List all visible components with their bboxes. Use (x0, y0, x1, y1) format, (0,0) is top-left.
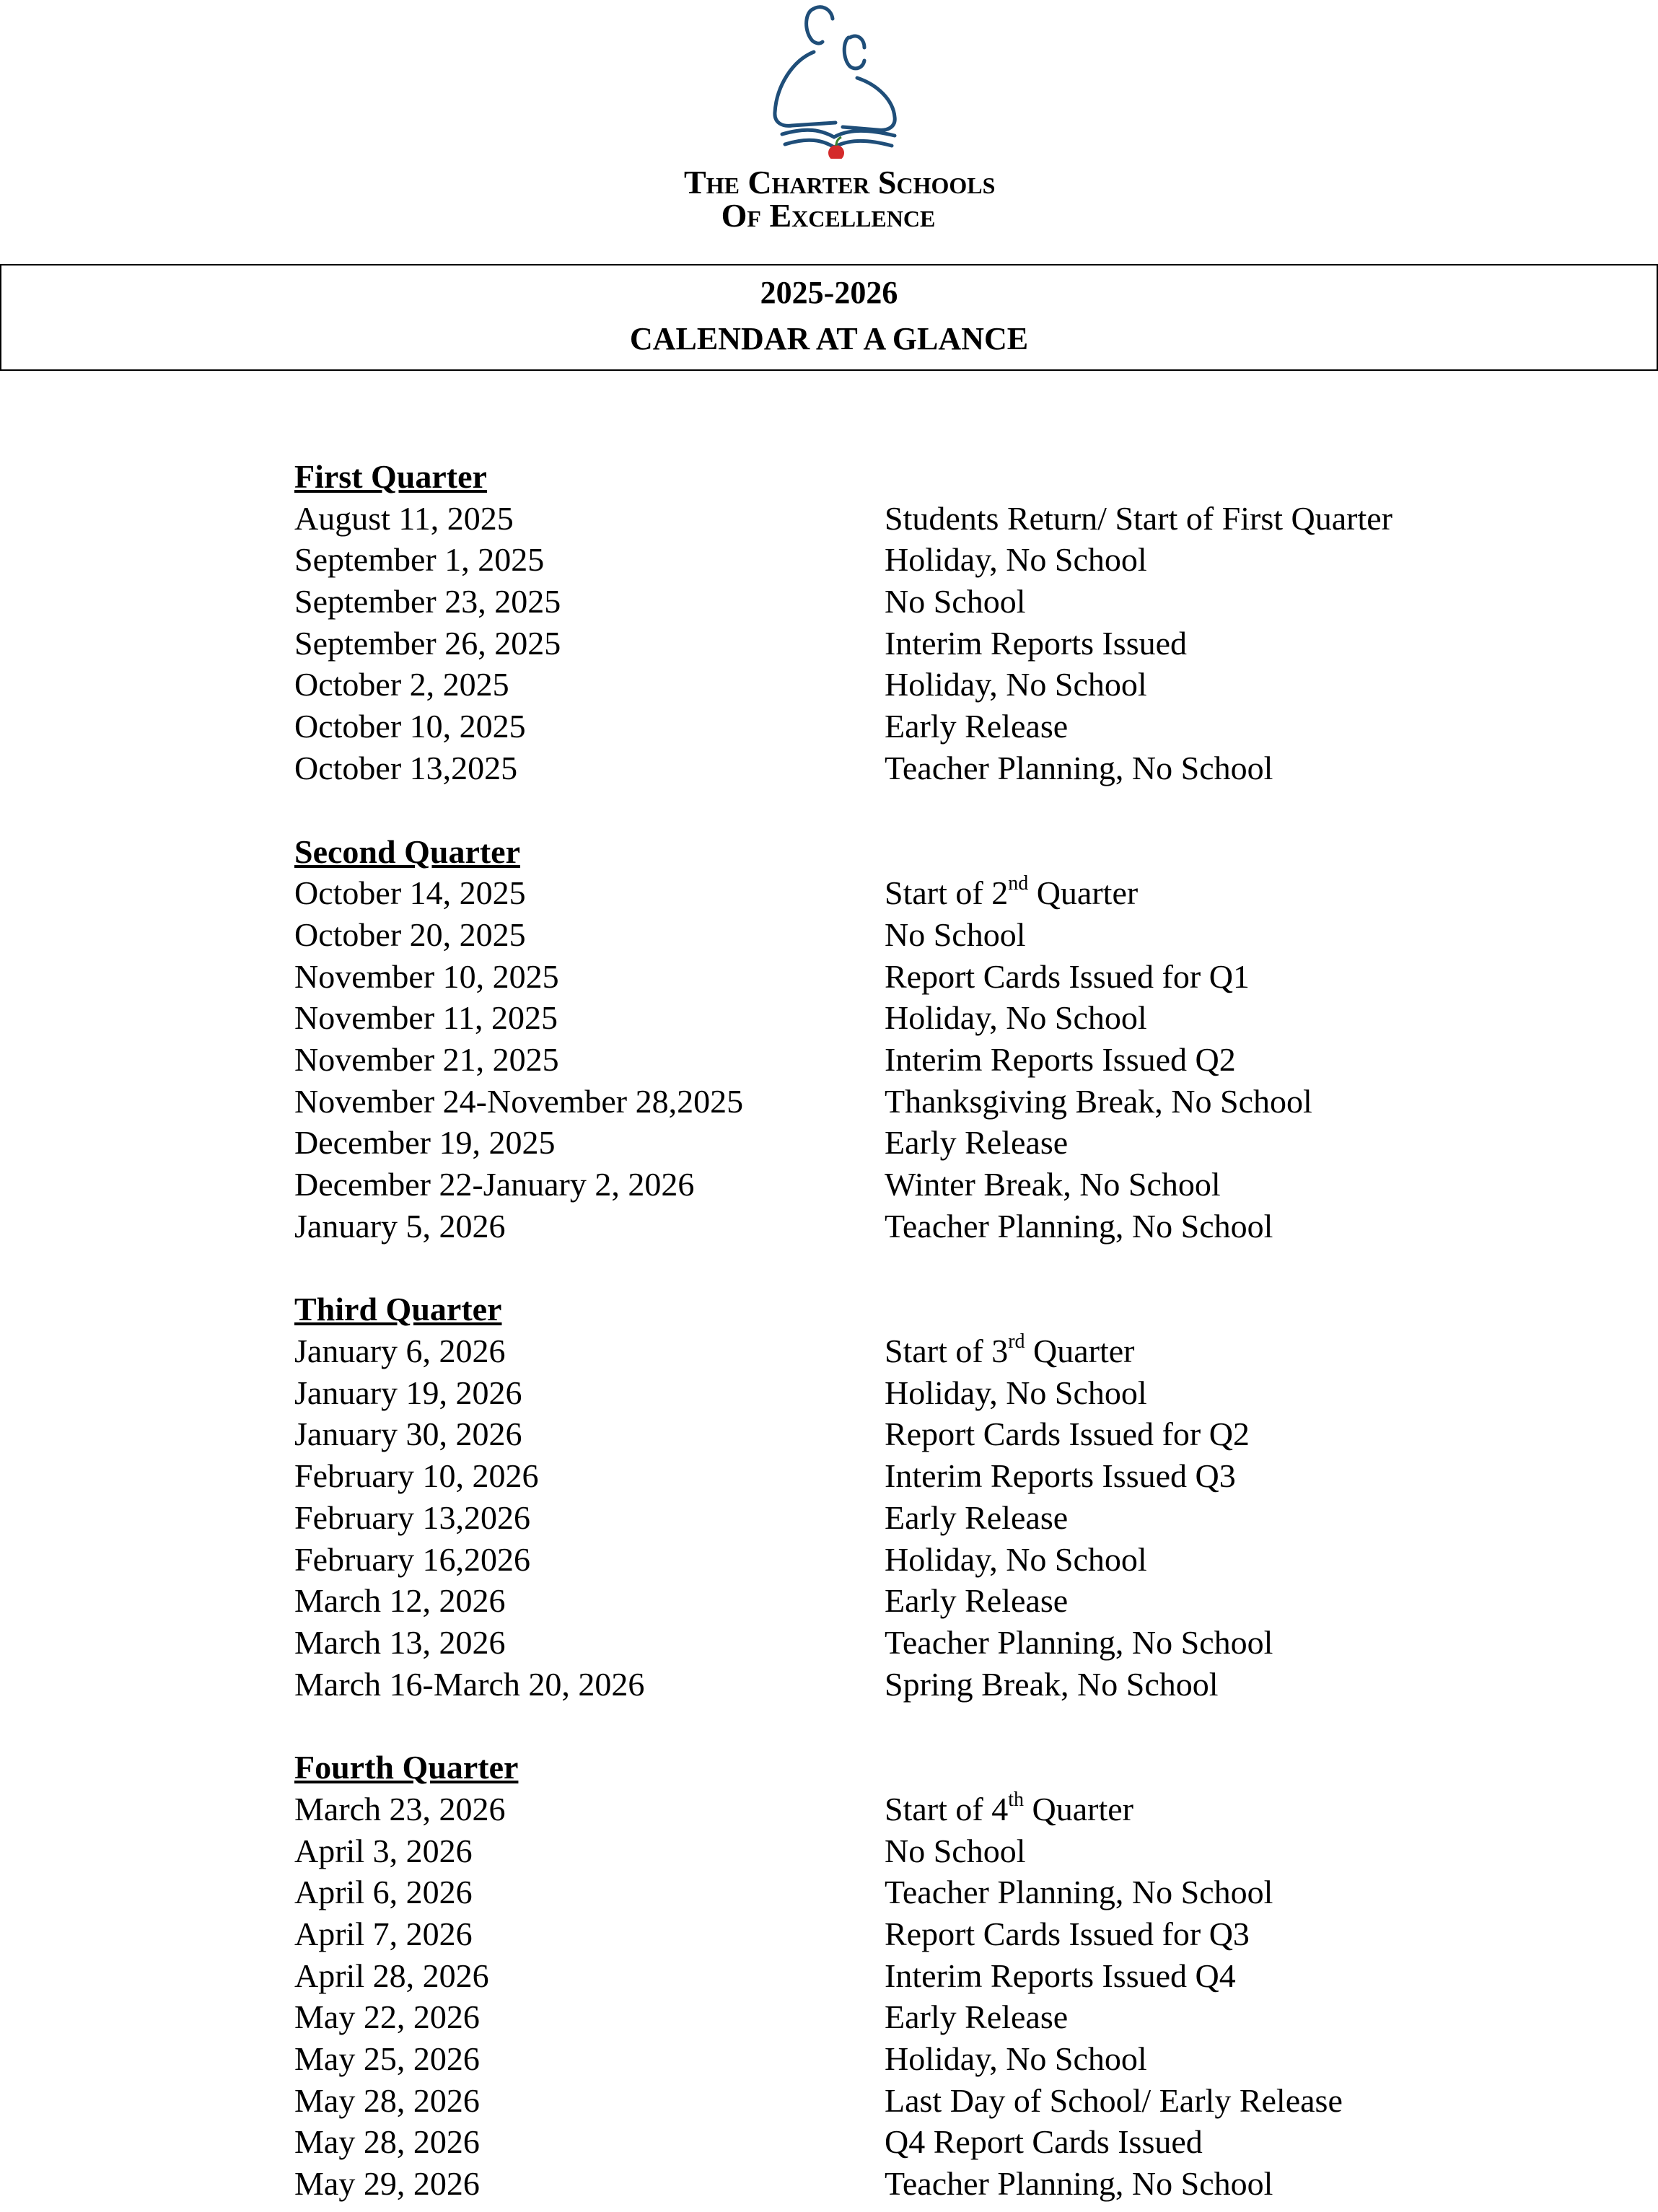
entry-date: January 30, 2026 (294, 1416, 522, 1453)
entry-event: Q4 Report Cards Issued (885, 2123, 1203, 2161)
entry-date: April 6, 2026 (294, 1874, 473, 1911)
entry-date: September 1, 2025 (294, 541, 545, 579)
calendar-list (294, 456, 1521, 2205)
calendar-entry (294, 872, 1521, 914)
calendar-entry (294, 1871, 1521, 1913)
entry-event: Early Release (885, 708, 1069, 745)
calendar-entry (294, 956, 1521, 998)
entry-date: September 23, 2025 (294, 583, 561, 620)
entry-date: August 11, 2025 (294, 499, 514, 537)
quarter-section (294, 831, 1521, 1247)
calendar-entry (294, 1622, 1521, 1664)
entry-event: Holiday, No School (885, 2040, 1147, 2078)
entry-event: Early Release (885, 1124, 1069, 1162)
entry-event-text: Quarter (1025, 1333, 1135, 1370)
entry-date: March 16-March 20, 2026 (294, 1665, 645, 1703)
entry-date: February 16,2026 (294, 1540, 531, 1578)
calendar-entry (294, 2163, 1521, 2205)
calendar-entry (294, 1664, 1521, 1706)
entry-event: Holiday, No School (885, 666, 1147, 703)
calendar-year: 2025-2026 (760, 275, 898, 310)
calendar-entry (294, 498, 1521, 540)
entry-date: May 28, 2026 (294, 2123, 480, 2161)
entry-event (885, 1330, 1135, 1372)
entry-date: October 10, 2025 (294, 708, 526, 745)
entry-date: October 2, 2025 (294, 666, 509, 703)
entry-event-text: Start of 4 (885, 1790, 1009, 1827)
calendar-entry (294, 1497, 1521, 1539)
entry-event: Last Day of School/ Early Release (885, 2081, 1343, 2119)
quarter-section (294, 1289, 1521, 1705)
entry-date: February 10, 2026 (294, 1457, 539, 1495)
entry-date: January 19, 2026 (294, 1374, 522, 1411)
entry-event: Teacher Planning, No School (885, 2165, 1273, 2203)
calendar-entry (294, 539, 1521, 581)
ordinal-suffix: th (1008, 1788, 1024, 1811)
entry-date: December 19, 2025 (294, 1124, 556, 1162)
entry-event: Holiday, No School (885, 541, 1147, 579)
entry-event: Thanksgiving Break, No School (885, 1082, 1312, 1120)
entry-event: Report Cards Issued for Q1 (885, 957, 1250, 995)
entry-date: May 28, 2026 (294, 2081, 480, 2119)
entry-date: April 28, 2026 (294, 1957, 489, 1994)
entry-date: November 24-November 28,2025 (294, 1082, 744, 1120)
entry-date: January 5, 2026 (294, 1207, 506, 1245)
entry-event (885, 872, 1138, 914)
calendar-entry (294, 1122, 1521, 1164)
quarter-title: First Quarter (294, 458, 487, 495)
page-title: CALENDAR AT A GLANCE (629, 321, 1029, 356)
entry-date: October 13,2025 (294, 749, 518, 786)
quarter-title: Fourth Quarter (294, 1749, 519, 1786)
entry-event: Interim Reports Issued Q2 (885, 1040, 1236, 1078)
entry-event (885, 1789, 1133, 1830)
logo-text-line-1: The Charter Schools (684, 164, 996, 201)
entry-event-text: Start of 3 (885, 1333, 1009, 1370)
entry-event-text: Quarter (1023, 1790, 1133, 1827)
entry-date: April 7, 2026 (294, 1915, 473, 1952)
calendar-entry (294, 1455, 1521, 1497)
entry-event: Teacher Planning, No School (885, 1207, 1273, 1245)
calendar-entry (294, 1081, 1521, 1123)
entry-date: January 6, 2026 (294, 1333, 506, 1370)
entry-event: Early Release (885, 1998, 1069, 2036)
entry-event: Early Release (885, 1498, 1069, 1536)
entry-event: No School (885, 583, 1026, 620)
entry-event: Report Cards Issued for Q2 (885, 1416, 1250, 1453)
entry-event: Teacher Planning, No School (885, 749, 1273, 786)
entry-event: Students Return/ Start of First Quarter (885, 499, 1392, 537)
entry-date: October 14, 2025 (294, 874, 526, 912)
calendar-entry (294, 1996, 1521, 2038)
entry-date: December 22-January 2, 2026 (294, 1166, 695, 1203)
entry-event: Holiday, No School (885, 1540, 1147, 1578)
calendar-entry (294, 1913, 1521, 1955)
calendar-entry (294, 623, 1521, 664)
entry-event: Report Cards Issued for Q3 (885, 1915, 1250, 1952)
entry-date: May 29, 2026 (294, 2165, 480, 2203)
school-logo (684, 0, 996, 238)
entry-event: No School (885, 1832, 1026, 1869)
entry-date: September 26, 2025 (294, 624, 561, 662)
entry-event: Interim Reports Issued (885, 624, 1188, 662)
calendar-entry (294, 1789, 1521, 1830)
entry-event: No School (885, 916, 1026, 953)
entry-event: Winter Break, No School (885, 1166, 1221, 1203)
entry-event: Interim Reports Issued Q3 (885, 1457, 1236, 1495)
calendar-entry (294, 1580, 1521, 1622)
calendar-entry (294, 581, 1521, 623)
calendar-entry (294, 1830, 1521, 1872)
entry-event: Holiday, No School (885, 1374, 1147, 1411)
calendar-entry (294, 1372, 1521, 1414)
ordinal-suffix: rd (1008, 1330, 1025, 1353)
calendar-entry (294, 1539, 1521, 1581)
entry-date: May 25, 2026 (294, 2040, 480, 2078)
calendar-entry (294, 997, 1521, 1039)
calendar-entry (294, 747, 1521, 789)
entry-event: Teacher Planning, No School (885, 1874, 1273, 1911)
quarter-section (294, 456, 1521, 789)
calendar-entry (294, 1039, 1521, 1081)
entry-date: April 3, 2026 (294, 1832, 473, 1869)
ordinal-suffix: nd (1008, 872, 1029, 895)
entry-event: Interim Reports Issued Q4 (885, 1957, 1236, 1994)
entry-date: November 10, 2025 (294, 957, 559, 995)
calendar-entry (294, 1955, 1521, 1997)
entry-date: February 13,2026 (294, 1498, 531, 1536)
entry-event-text: Start of 2 (885, 874, 1009, 912)
entry-event: Holiday, No School (885, 999, 1147, 1037)
calendar-entry (294, 1164, 1521, 1206)
entry-event-text: Quarter (1028, 874, 1139, 912)
calendar-entry (294, 2080, 1521, 2122)
entry-date: March 23, 2026 (294, 1790, 506, 1827)
entry-date: November 21, 2025 (294, 1040, 559, 1078)
title-box (0, 264, 1658, 371)
entry-date: November 11, 2025 (294, 999, 558, 1037)
quarter-title: Second Quarter (294, 833, 521, 870)
quarter-section (294, 1747, 1521, 2205)
calendar-entry (294, 1413, 1521, 1455)
entry-date: March 12, 2026 (294, 1582, 506, 1620)
entry-event: Early Release (885, 1582, 1069, 1620)
calendar-entry (294, 1330, 1521, 1372)
entry-date: October 20, 2025 (294, 916, 526, 953)
calendar-entry (294, 2121, 1521, 2163)
entry-date: March 13, 2026 (294, 1623, 506, 1661)
quarter-title: Third Quarter (294, 1291, 502, 1328)
reading-figure-with-apple-icon (742, 0, 915, 159)
calendar-entry (294, 914, 1521, 956)
calendar-entry (294, 1206, 1521, 1247)
entry-event: Spring Break, No School (885, 1665, 1219, 1703)
calendar-entry (294, 664, 1521, 706)
entry-event: Teacher Planning, No School (885, 1623, 1273, 1661)
logo-text-line-2: Of Excellence (721, 197, 936, 234)
calendar-entry (294, 706, 1521, 747)
calendar-entry (294, 2038, 1521, 2080)
entry-date: May 22, 2026 (294, 1998, 480, 2036)
